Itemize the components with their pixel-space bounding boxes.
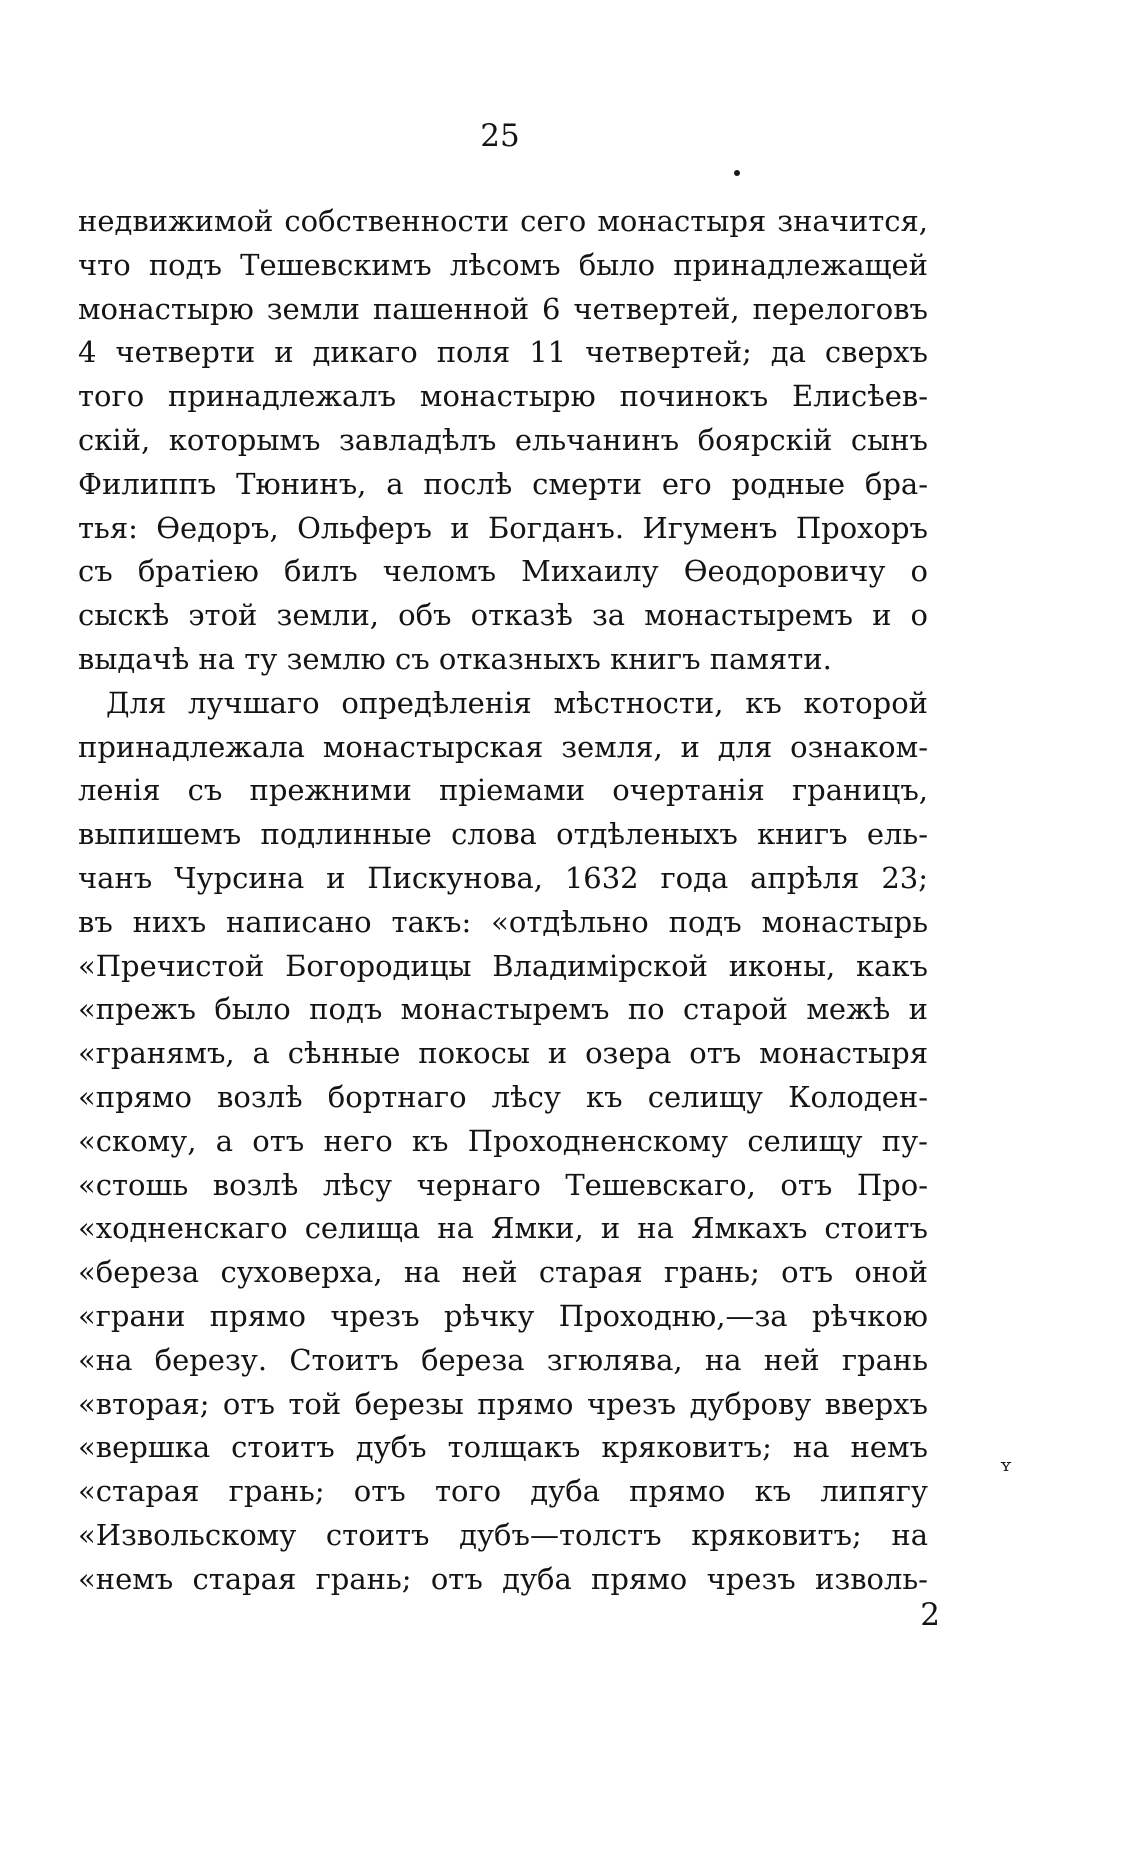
text-line: «немъ старая грань; отъ дуба прямо чрезъ изволь- bbox=[78, 1561, 928, 1596]
text-line: «гранямъ, а сѣнные покосы и озера отъ монастыря bbox=[78, 1036, 928, 1071]
text-line: тья: Ѳедоръ, Ольферъ и Богданъ. Игуменъ Прохоръ bbox=[78, 510, 928, 545]
text-line: «вторая; отъ той березы прямо чрезъ дуброву вверхъ bbox=[78, 1386, 928, 1421]
text-line: чанъ Чурсина и Пискунова, 1632 года апрѣля 23; bbox=[78, 860, 928, 895]
text-line: «скому, а отъ него къ Проходненскому селищу пу- bbox=[78, 1123, 928, 1158]
text-line: 4 четверти и дикаго поля 11 четвертей; да сверхъ bbox=[78, 335, 928, 370]
text-line: «Извольскому стоитъ дубъ—толстъ кряковитъ; на bbox=[78, 1517, 928, 1552]
text-line: «Пречистой Богородицы Владимірской иконы, какъ bbox=[78, 948, 928, 983]
text-line: выдачѣ на ту землю съ отказныхъ книгъ памяти. bbox=[78, 641, 832, 676]
text-line: «вершка стоитъ дубъ толщакъ кряковитъ; на немъ bbox=[78, 1430, 928, 1465]
text-line: скій, которымъ завладѣлъ ельчанинъ боярскій сынъ bbox=[78, 422, 928, 457]
text-line: того принадлежалъ монастырю починокъ Елисѣев- bbox=[78, 379, 928, 414]
text-line: «прежъ было подъ монастыремъ по старой межѣ и bbox=[78, 992, 928, 1027]
text-line: что подъ Тешевскимъ лѣсомъ было принадлежащей bbox=[78, 247, 928, 282]
text-line: Филиппъ Тюнинъ, а послѣ смерти его родные бра- bbox=[78, 466, 928, 501]
ink-dot bbox=[734, 170, 740, 176]
text-line: «прямо возлѣ бортнаго лѣсу къ селищу Колоден- bbox=[78, 1079, 928, 1114]
text-line: принадлежала монастырская земля, и для ознаком- bbox=[78, 729, 928, 764]
text-line: сыскѣ этой земли, объ отказѣ за монастыремъ и о bbox=[78, 598, 928, 633]
text-line: съ братіею билъ челомъ Михаилу Ѳеодоровичу о bbox=[78, 554, 928, 589]
text-line: монастырю земли пашенной 6 четвертей, перелоговъ bbox=[78, 291, 928, 326]
text-line: «береза суховерха, на ней старая грань; отъ оной bbox=[78, 1255, 928, 1290]
text-line: «грани прямо чрезъ рѣчку Проходню,—за рѣчкою bbox=[78, 1298, 928, 1333]
text-line: «старая грань; отъ того дуба прямо къ липягу bbox=[78, 1474, 928, 1509]
text-line: «на березу. Стоитъ береза згюлява, на ней грань bbox=[78, 1342, 928, 1377]
text-line: ленія съ прежними пріемами очертанія границъ, bbox=[78, 773, 928, 808]
text-line: выпишемъ подлинные слова отдѣленыхъ книгъ ель- bbox=[78, 817, 928, 852]
signature-mark: 2 bbox=[920, 1597, 940, 1633]
text-line: Для лучшаго опредѣленія мѣстности, къ которой bbox=[106, 685, 928, 720]
text-line: «ходненскаго селища на Ямки, и на Ямкахъ стоитъ bbox=[78, 1211, 928, 1246]
page-number: 25 bbox=[480, 118, 520, 154]
text-line: въ нихъ написано такъ: «отдѣльно подъ монастырь bbox=[78, 904, 928, 939]
text-body bbox=[78, 200, 928, 1602]
text-line: недвижимой собственности сего монастыря значится, bbox=[78, 204, 928, 238]
text-line: «стошь возлѣ лѣсу чернаго Тешевскаго, отъ Про- bbox=[78, 1167, 928, 1202]
margin-mark: ʏ bbox=[1000, 1455, 1012, 1476]
